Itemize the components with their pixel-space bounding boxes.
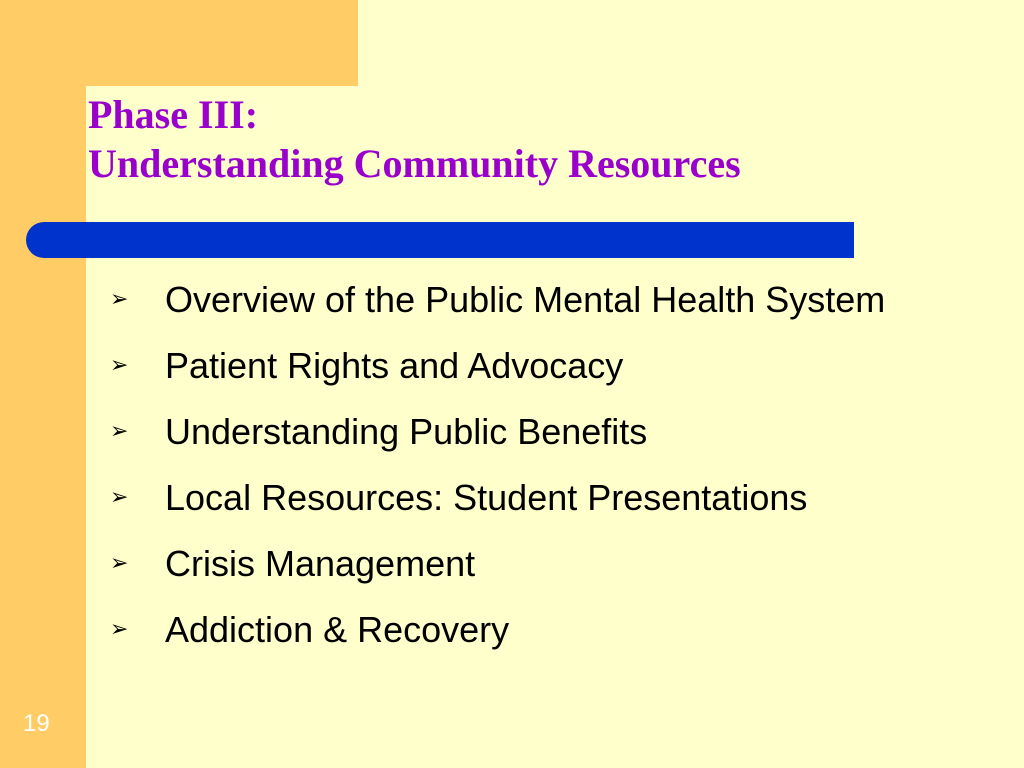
left-accent-band bbox=[0, 0, 86, 768]
bullet-text: Overview of the Public Mental Health System bbox=[165, 279, 886, 320]
bullet-list bbox=[110, 276, 990, 672]
top-accent-band bbox=[0, 0, 358, 86]
title-line-1: Phase III: bbox=[88, 92, 259, 137]
slide-title bbox=[88, 90, 741, 188]
bullet-item bbox=[110, 276, 990, 324]
title-underline-bar bbox=[26, 222, 854, 258]
arrow-bullet-icon: ➢ bbox=[110, 287, 129, 312]
arrow-bullet-icon: ➢ bbox=[110, 419, 129, 444]
bullet-item bbox=[110, 606, 990, 654]
bullet-text: Patient Rights and Advocacy bbox=[165, 345, 624, 386]
bullet-item bbox=[110, 408, 990, 456]
bullet-text: Understanding Public Benefits bbox=[165, 411, 648, 452]
arrow-bullet-icon: ➢ bbox=[110, 551, 129, 576]
bullet-text: Addiction & Recovery bbox=[165, 609, 510, 650]
slide-number: 19 bbox=[23, 710, 50, 737]
bullet-item bbox=[110, 474, 990, 522]
bullet-item bbox=[110, 540, 990, 588]
bullet-text: Crisis Management bbox=[165, 543, 476, 584]
title-line-2: Understanding Community Resources bbox=[88, 141, 741, 186]
bullet-item bbox=[110, 342, 990, 390]
arrow-bullet-icon: ➢ bbox=[110, 485, 129, 510]
arrow-bullet-icon: ➢ bbox=[110, 617, 129, 642]
arrow-bullet-icon: ➢ bbox=[110, 353, 129, 378]
bullet-text: Local Resources: Student Presentations bbox=[165, 477, 808, 518]
